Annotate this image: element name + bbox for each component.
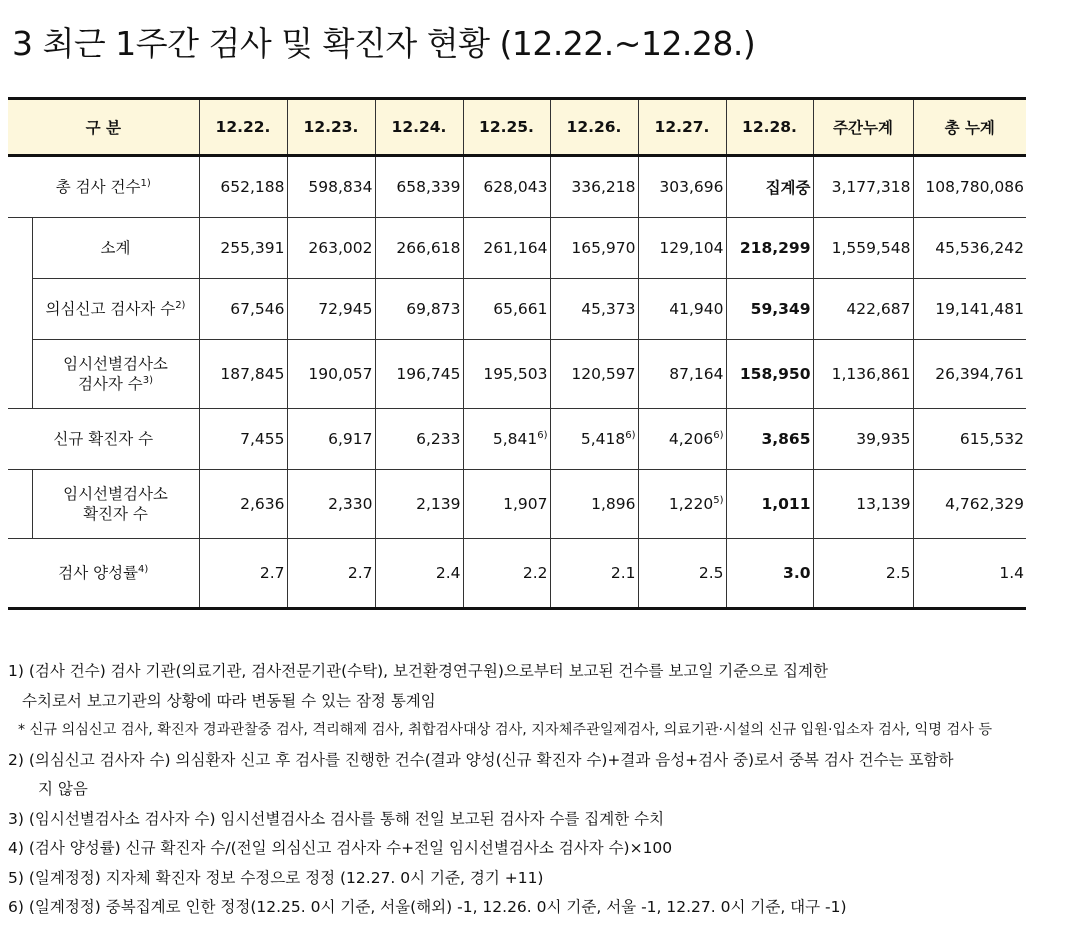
- table-cell: 6,917: [287, 409, 375, 470]
- row-label: 소계: [32, 218, 199, 279]
- header-cell: 12.22.: [199, 99, 287, 156]
- table-row: [8, 218, 1026, 279]
- table-cell: 41,940: [638, 279, 726, 340]
- table-cell: 3.0: [726, 539, 813, 609]
- row-label: 총 검사 건수$^{1)}$: [8, 156, 199, 218]
- footnote: 3) (임시선별검사소 검사자 수) 임시선별검사소 검사를 통해 전일 보고된 검사자 수를 집계한 수치: [8, 809, 665, 828]
- table-cell: 72,945: [287, 279, 375, 340]
- table-row: [8, 409, 1026, 470]
- table-cell: 6,233: [375, 409, 463, 470]
- footnotes: [8, 657, 1068, 923]
- table-cell: 263,002: [287, 218, 375, 279]
- row-label: 임시선별검사소 확진자 수: [32, 470, 199, 539]
- table-cell: 19,141,481: [913, 279, 1026, 340]
- header-row: [8, 99, 1026, 156]
- table-cell: 5,841$^{6)}$: [463, 409, 550, 470]
- table-row: [8, 156, 1026, 218]
- table-cell: 집계중: [726, 156, 813, 218]
- table-cell: 2.2: [463, 539, 550, 609]
- table-cell: 195,503: [463, 340, 550, 409]
- table-cell: 3,177,318: [813, 156, 913, 218]
- table-cell: 45,373: [550, 279, 638, 340]
- table-cell: 129,104: [638, 218, 726, 279]
- table-cell: 336,218: [550, 156, 638, 218]
- header-cell: 12.25.: [463, 99, 550, 156]
- table-cell: 1,136,861: [813, 340, 913, 409]
- table-cell: 2.4: [375, 539, 463, 609]
- footnote: 4) (검사 양성률) 신규 확진자 수/(전일 의심신고 검사자 수+전일 임시선별검사소 검사자 수)×100: [8, 839, 673, 857]
- table-cell: 2.1: [550, 539, 638, 609]
- table-cell: 45,536,242: [913, 218, 1026, 279]
- header-cell: 총 누계: [913, 99, 1026, 156]
- header-cell: 12.26.: [550, 99, 638, 156]
- table-cell: 628,043: [463, 156, 550, 218]
- table-cell: 196,745: [375, 340, 463, 409]
- table-cell: 261,164: [463, 218, 550, 279]
- row-label: 신규 확진자 수: [8, 409, 199, 470]
- footnote: 지 않음: [38, 780, 88, 798]
- table-cell: 69,873: [375, 279, 463, 340]
- table-cell: 303,696: [638, 156, 726, 218]
- table-row: [8, 279, 1026, 340]
- table-cell: 2.5: [638, 539, 726, 609]
- table-row: [8, 340, 1026, 409]
- table-cell: 158,950: [726, 340, 813, 409]
- table-cell: 59,349: [726, 279, 813, 340]
- table-cell: 1,011: [726, 470, 813, 539]
- header-cell: 12.27.: [638, 99, 726, 156]
- table-cell: 87,164: [638, 340, 726, 409]
- indent-spacer: [8, 470, 32, 539]
- table-cell: 1,220$^{5)}$: [638, 470, 726, 539]
- header-cell: 구 분: [8, 99, 199, 156]
- table-cell: 120,597: [550, 340, 638, 409]
- table-cell: 3,865: [726, 409, 813, 470]
- table-cell: 2,636: [199, 470, 287, 539]
- row-label: 임시선별검사소 검사자 수$^{3)}$: [32, 340, 199, 409]
- table-cell: 1,907: [463, 470, 550, 539]
- row-label: 의심신고 검사자 수$^{2)}$: [32, 279, 199, 340]
- table-cell: 165,970: [550, 218, 638, 279]
- table-cell: 2.7: [287, 539, 375, 609]
- table-cell: 2,330: [287, 470, 375, 539]
- footnote: * 신규 의심신고 검사, 확진자 경과관찰중 검사, 격리해제 검사, 취합검사대상 검사, 지자체주관일제검사, 의료기관·시설의 신규 입원·입소자 검사, 익명 검사 등: [18, 722, 993, 738]
- table-cell: 187,845: [199, 340, 287, 409]
- header-cell: 12.24.: [375, 99, 463, 156]
- table-row: [8, 470, 1026, 539]
- table-cell: 266,618: [375, 218, 463, 279]
- header-cell: 주간누계: [813, 99, 913, 156]
- table-cell: 190,057: [287, 340, 375, 409]
- table-cell: 5,418$^{6)}$: [550, 409, 638, 470]
- page-title: 3 최근 1주간 검사 및 확진자 현황 (12.22.~12.28.): [12, 24, 756, 63]
- header-cell: 12.28.: [726, 99, 813, 156]
- footnote: 5) (일계정정) 지자체 확진자 정보 수정으로 정정 (12.27. 0시 기준, 경기 +11): [8, 868, 544, 887]
- table-cell: 13,139: [813, 470, 913, 539]
- table-cell: 1.4: [913, 539, 1026, 609]
- row-label: 검사 양성률$^{4)}$: [8, 539, 199, 609]
- table-cell: 65,661: [463, 279, 550, 340]
- table-cell: 1,559,548: [813, 218, 913, 279]
- table-cell: 598,834: [287, 156, 375, 218]
- table-cell: 652,188: [199, 156, 287, 218]
- table-cell: 1,896: [550, 470, 638, 539]
- footnote: 1) (검사 건수) 검사 기관(의료기관, 검사전문기관(수탁), 보건환경연구원)으로부터 보고된 건수를 보고일 기준으로 집계한: [8, 662, 828, 680]
- stats-table: [8, 97, 1026, 610]
- table-cell: 26,394,761: [913, 340, 1026, 409]
- footnote: 6) (일계정정) 중복집계로 인한 정정(12.25. 0시 기준, 서울(해외) -1, 12.26. 0시 기준, 서울 -1, 12.27. 0시 기준, 대구 -1): [8, 898, 847, 916]
- table-cell: 422,687: [813, 279, 913, 340]
- footnote: 2) (의심신고 검사자 수) 의심환자 신고 후 검사를 진행한 건수(결과 양성(신규 확진자 수)+결과 음성+검사 중)로서 중복 검사 건수는 포함하: [8, 750, 954, 769]
- table-cell: 4,206$^{6)}$: [638, 409, 726, 470]
- table-cell: 67,546: [199, 279, 287, 340]
- table-cell: 4,762,329: [913, 470, 1026, 539]
- table-row: [8, 539, 1026, 609]
- table-cell: 7,455: [199, 409, 287, 470]
- table-cell: 2.5: [813, 539, 913, 609]
- header-cell: 12.23.: [287, 99, 375, 156]
- table-cell: 218,299: [726, 218, 813, 279]
- table-cell: 2,139: [375, 470, 463, 539]
- table-cell: 255,391: [199, 218, 287, 279]
- table-cell: 39,935: [813, 409, 913, 470]
- table-cell: 108,780,086: [913, 156, 1026, 218]
- table-cell: 2.7: [199, 539, 287, 609]
- indent-spacer: [8, 218, 32, 409]
- table-cell: 658,339: [375, 156, 463, 218]
- table-cell: 615,532: [913, 409, 1026, 470]
- footnote: 수치로서 보고기관의 상황에 따라 변동될 수 있는 잠정 통계임: [22, 691, 436, 710]
